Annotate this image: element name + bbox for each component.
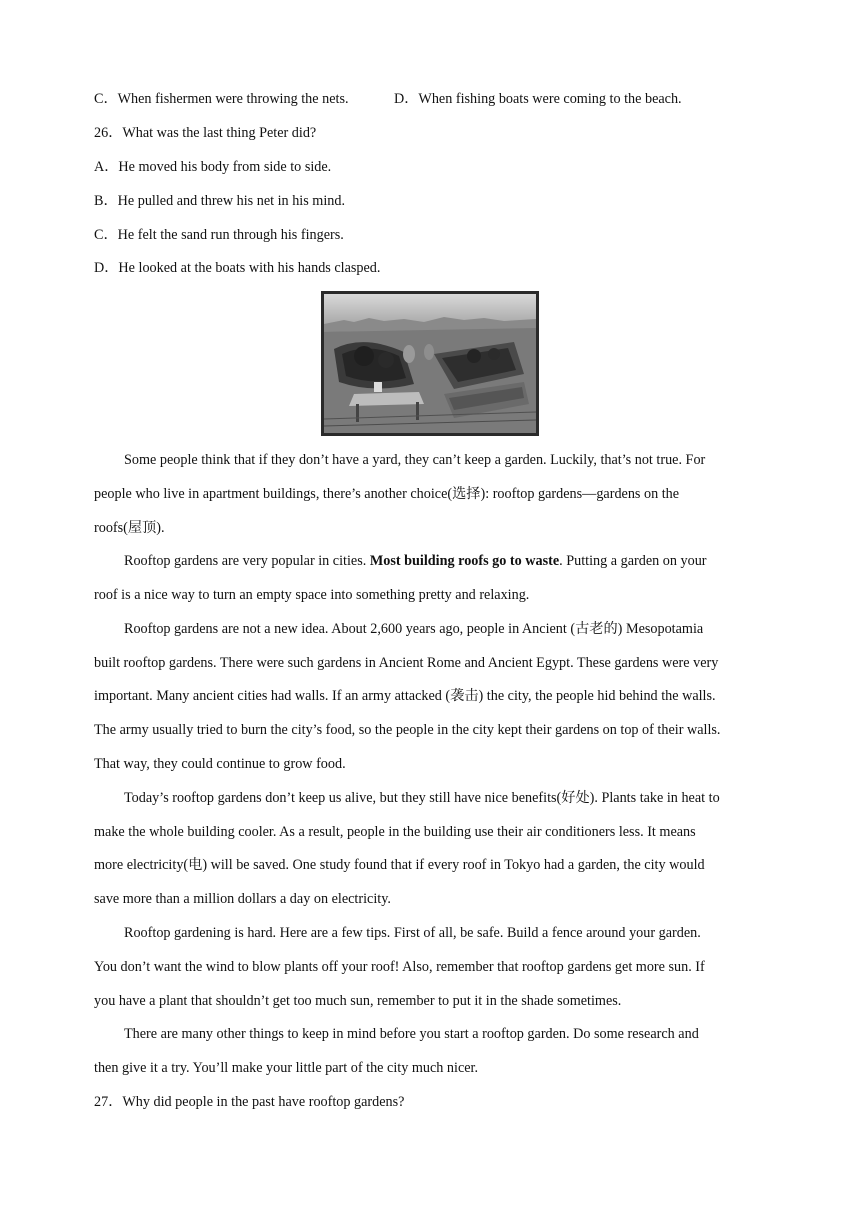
passage-line-9: The army usually tried to burn the city’s food, so the people in the city kept their gardens on top of their walls.	[94, 722, 721, 738]
passage-line-1: Some people think that if they don’t have a yard, they can’t keep a garden. Luckily, that’s not true. For	[124, 452, 706, 468]
passage-line-7: built rooftop gardens. There were such gardens in Ancient Rome and Ancient Egypt. These gardens were very	[94, 655, 719, 671]
passage-line-4	[124, 552, 707, 570]
passage-line-8: important. Many ancient cities had walls. If an army attacked (袭击) the city, the people hid behind the walls.	[94, 688, 716, 704]
q26-question: 26．What was the last thing Peter did?	[94, 125, 317, 141]
passage-line-13: more electricity(电) will be saved. One study found that if every roof in Tokyo had a garden, the city would	[94, 857, 705, 873]
passage-line-3: roofs(屋顶).	[94, 520, 165, 536]
passage-line-2: people who live in apartment buildings, there’s another choice(选择): rooftop gardens—gardens on the	[94, 486, 680, 502]
passage-line-5: roof is a nice way to turn an empty space into something pretty and relaxing.	[94, 587, 530, 603]
passage-line-12: make the whole building cooler. As a result, people in the building use their air conditioners less. It means	[94, 824, 696, 840]
underlined-sentence: Most building roofs go to waste	[369, 553, 560, 569]
passage-line-19: then give it a try. You’ll make your little part of the city much nicer.	[94, 1060, 479, 1076]
passage-line-18: There are many other things to keep in mind before you start a rooftop garden. Do some research and	[124, 1026, 699, 1042]
passage-line-11: Today’s rooftop gardens don’t keep us alive, but they still have nice benefits(好处). Plants take in heat to	[124, 790, 720, 806]
passage-line-17: you have a plant that shouldn’t get too much sun, remember to put it in the shade sometimes.	[94, 993, 622, 1009]
passage-line-4-start: Rooftop gardens are very popular in cities.	[124, 553, 367, 569]
q26-option-a: A．He moved his body from side to side.	[94, 159, 332, 175]
q25-option-d: D．When fishing boats were coming to the beach.	[394, 91, 682, 107]
passage-line-6: Rooftop gardens are not a new idea. About 2,600 years ago, people in Ancient (古老的) Mesopotamia	[124, 621, 704, 637]
q25-option-c: C．When fishermen were throwing the nets.	[94, 91, 349, 107]
passage-line-15: Rooftop gardening is hard. Here are a few tips. First of all, be safe. Build a fence around your garden.	[124, 925, 701, 941]
passage-line-10: That way, they could continue to grow food.	[94, 756, 346, 772]
passage-line-14: save more than a million dollars a day on electricity.	[94, 891, 391, 907]
q26-option-d: D．He looked at the boats with his hands clasped.	[94, 260, 381, 276]
q27-question: 27．Why did people in the past have rooftop gardens?	[94, 1094, 405, 1110]
passage-line-4-end: . Putting a garden on your	[559, 553, 707, 569]
passage-line-16: You don’t want the wind to blow plants off your roof! Also, remember that rooftop gardens get more sun. If	[94, 959, 705, 975]
q26-option-c: C．He felt the sand run through his fingers.	[94, 227, 344, 243]
q26-option-b: B．He pulled and threw his net in his mind.	[94, 193, 346, 209]
rooftop-garden-photo	[321, 291, 539, 436]
